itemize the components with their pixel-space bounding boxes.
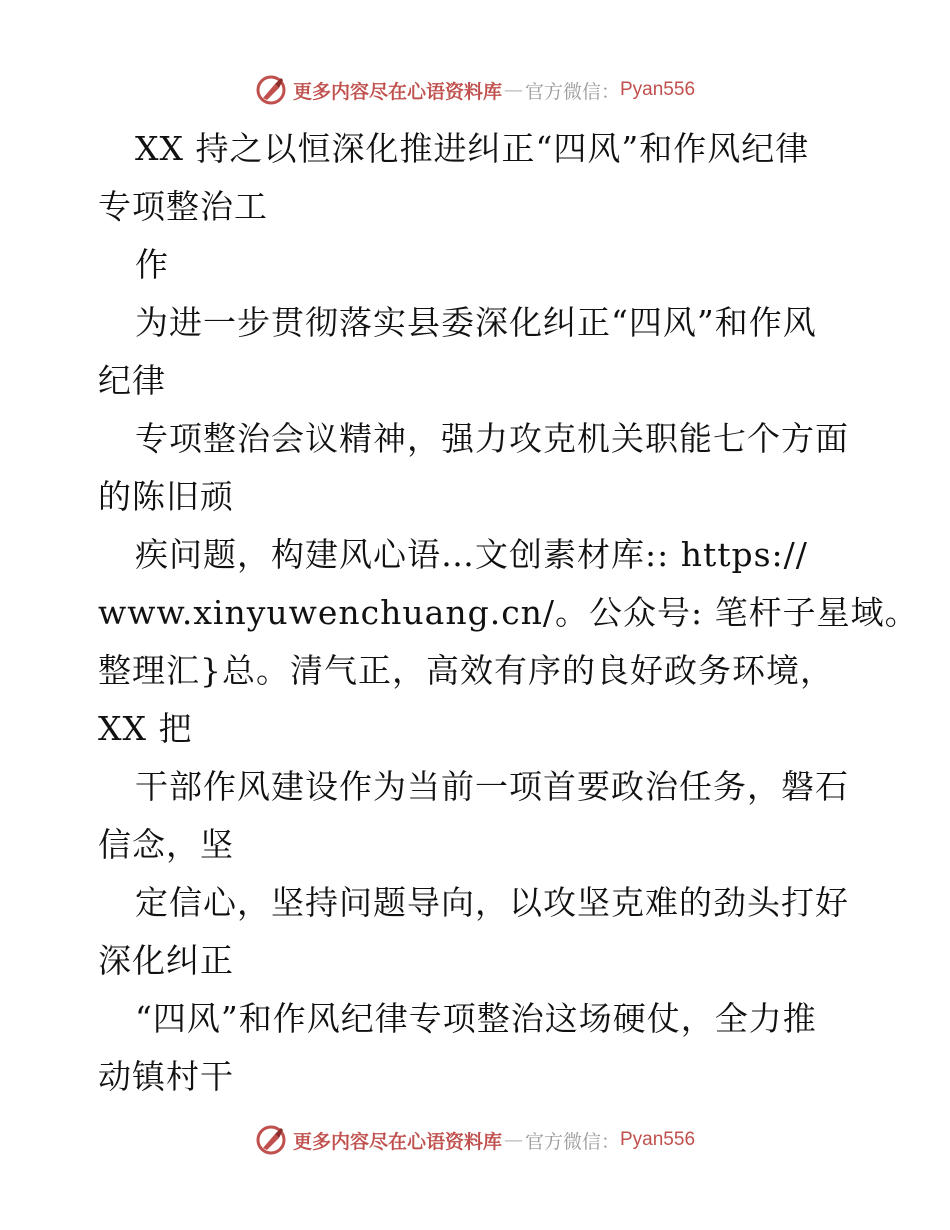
text-line: 深化纠正 [98,941,234,980]
text-line: 信念，坚 [98,825,234,864]
banner-dash: — [503,1129,523,1151]
banner-slogan: 更多内容尽在心语资料库 [292,1130,502,1153]
text-line: 定信心，坚持问题导向，以攻坚克难的劲头打好 [135,883,849,922]
banner-slogan: 更多内容尽在心语资料库 [292,80,502,103]
text-line: “四风”和作风纪律专项整治这场硬仗，全力推 [135,999,817,1038]
header-banner [0,70,950,110]
pen-logo-icon [255,74,287,106]
text-line: 作 [135,245,169,284]
text-line: 干部作风建设作为当前一项首要政治任务，磐石 [135,767,849,806]
document-body [98,120,919,1106]
text-line: XX 持之以恒深化推进纠正“四风”和作风纪律 [135,129,810,168]
footer-banner [0,1120,950,1160]
text-line: 专项整治会议精神，强力攻克机关职能七个方面 [135,419,849,458]
banner-wechat-label: 官方微信： [524,1130,620,1153]
text-line: 整理汇}总。清气正，高效有序的良好政务环境， [98,651,834,690]
text-line: 的陈旧顽 [98,477,234,516]
pen-logo-icon [255,1124,287,1156]
text-line: 纪律 [98,361,166,400]
text-line: 动镇村干 [98,1057,234,1096]
banner-wechat-id: Pyan556 [620,79,696,100]
text-line: www.xinyuwenchuang.cn/。公众号: 笔杆子星域。 [98,593,919,632]
text-line: XX 把 [98,709,193,748]
text-line: 疾问题，构建风心语…文创素材库:: https:// [135,535,808,574]
text-line: 专项整治工 [98,187,268,226]
banner-wechat-label: 官方微信： [524,80,620,103]
banner-dash: — [503,79,523,101]
banner-wechat-id: Pyan556 [620,1129,696,1150]
text-line: 为进一步贯彻落实县委深化纠正“四风”和作风 [135,303,817,342]
